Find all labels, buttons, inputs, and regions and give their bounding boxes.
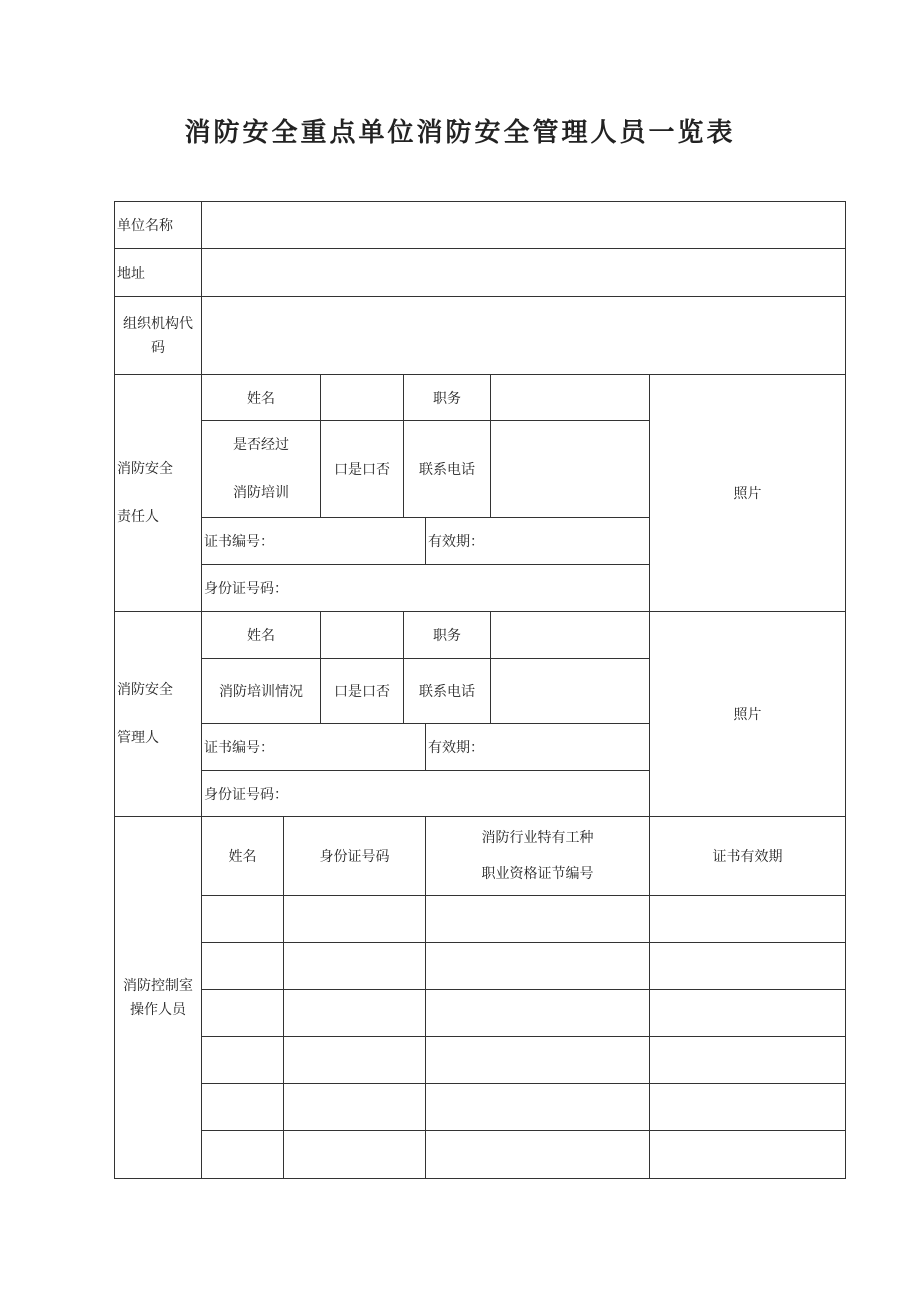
manager-section-label-line1: 消防安全 <box>117 682 173 698</box>
operator-id-cell[interactable] <box>284 1037 426 1084</box>
unit-name-row <box>115 202 846 249</box>
manager-section-label-line2: 管理人 <box>117 730 159 746</box>
table-row <box>115 1037 846 1084</box>
manager-phone-field[interactable] <box>491 659 650 724</box>
operators-section-label-line2: 操作人员 <box>130 1001 186 1018</box>
operator-name-cell[interactable] <box>202 1084 284 1131</box>
responsible-trained-label-line1: 是否经过 <box>233 437 289 453</box>
operator-cert-cell[interactable] <box>426 990 650 1037</box>
operator-validity-cell[interactable] <box>650 896 846 943</box>
operator-validity-cell[interactable] <box>650 1037 846 1084</box>
operator-id-cell[interactable] <box>284 1084 426 1131</box>
operator-validity-cell[interactable] <box>650 1131 846 1179</box>
manager-phone-label: 联系电话 <box>404 659 491 724</box>
responsible-section-label-line1: 消防安全 <box>117 461 173 477</box>
operator-name-cell[interactable] <box>202 896 284 943</box>
table-row <box>115 1131 846 1179</box>
operators-section-label-line1: 消防控制室 <box>123 977 193 994</box>
operators-col-name: 姓名 <box>202 817 284 896</box>
operator-id-cell[interactable] <box>284 990 426 1037</box>
operator-id-cell[interactable] <box>284 943 426 990</box>
responsible-photo[interactable]: 照片 <box>650 375 846 612</box>
operators-col-validity: 证书有效期 <box>650 817 846 896</box>
responsible-trained-label <box>202 421 321 518</box>
operator-cert-cell[interactable] <box>426 943 650 990</box>
manager-yes-no-checkbox[interactable]: 口是口否 <box>321 659 404 724</box>
operator-validity-cell[interactable] <box>650 990 846 1037</box>
manager-validity-field[interactable]: 有效期： <box>426 724 650 771</box>
responsible-trained-label-line2: 消防培训 <box>233 485 289 501</box>
manager-section-label <box>115 612 202 817</box>
manager-id-field[interactable]: 身份证号码： <box>202 771 650 817</box>
address-row <box>115 249 846 297</box>
operators-col-id: 身份证号码 <box>284 817 426 896</box>
table-row <box>115 896 846 943</box>
responsible-phone-field[interactable] <box>491 421 650 518</box>
responsible-section-label <box>115 375 202 612</box>
operator-validity-cell[interactable] <box>650 1084 846 1131</box>
table-row <box>115 1084 846 1131</box>
responsible-section-label-line2: 责任人 <box>117 509 159 525</box>
operators-col-cert-line1: 消防行业特有工种 <box>481 830 594 846</box>
responsible-yes-no-checkbox[interactable]: 口是口否 <box>321 421 404 518</box>
operator-name-cell[interactable] <box>202 990 284 1037</box>
operator-name-cell[interactable] <box>202 1037 284 1084</box>
responsible-cert-no-field[interactable]: 证书编号： <box>202 518 426 565</box>
manager-row-1 <box>115 612 846 659</box>
responsible-validity-field[interactable]: 有效期： <box>426 518 650 565</box>
unit-name-label: 单位名称 <box>115 202 202 249</box>
operator-cert-cell[interactable] <box>426 896 650 943</box>
manager-name-label: 姓名 <box>202 612 321 659</box>
operator-cert-cell[interactable] <box>426 1084 650 1131</box>
personnel-form-table <box>114 201 846 1179</box>
responsible-position-label: 职务 <box>404 375 491 421</box>
manager-position-field[interactable] <box>491 612 650 659</box>
responsible-phone-label: 联系电话 <box>404 421 491 518</box>
operator-validity-cell[interactable] <box>650 943 846 990</box>
operator-id-cell[interactable] <box>284 1131 426 1179</box>
operator-id-cell[interactable] <box>284 896 426 943</box>
responsible-id-field[interactable]: 身份证号码： <box>202 565 650 612</box>
responsible-name-field[interactable] <box>321 375 404 421</box>
table-row <box>115 990 846 1037</box>
responsible-row-1 <box>115 375 846 421</box>
operator-name-cell[interactable] <box>202 1131 284 1179</box>
operators-section-label <box>115 817 202 1179</box>
page-title: 消防安全重点单位消防安全管理人员一览表 <box>184 118 736 148</box>
operator-cert-cell[interactable] <box>426 1131 650 1179</box>
operators-col-cert <box>426 817 650 896</box>
operator-name-cell[interactable] <box>202 943 284 990</box>
responsible-name-label: 姓名 <box>202 375 321 421</box>
manager-training-label: 消防培训情况 <box>202 659 321 724</box>
manager-position-label: 职务 <box>404 612 491 659</box>
operators-col-cert-line2: 职业资格证节编号 <box>481 866 594 882</box>
address-field[interactable] <box>202 249 846 297</box>
org-code-row <box>115 297 846 375</box>
org-code-label-line1: 组织机构代 <box>123 315 193 332</box>
manager-cert-no-field[interactable]: 证书编号： <box>202 724 426 771</box>
org-code-label-line2: 码 <box>151 339 165 356</box>
org-code-field[interactable] <box>202 297 846 375</box>
operators-header-row <box>115 817 846 896</box>
responsible-position-field[interactable] <box>491 375 650 421</box>
manager-name-field[interactable] <box>321 612 404 659</box>
operator-cert-cell[interactable] <box>426 1037 650 1084</box>
org-code-label <box>115 297 202 375</box>
address-label: 地址 <box>115 249 202 297</box>
manager-photo[interactable]: 照片 <box>650 612 846 817</box>
unit-name-field[interactable] <box>202 202 846 249</box>
table-row <box>115 943 846 990</box>
